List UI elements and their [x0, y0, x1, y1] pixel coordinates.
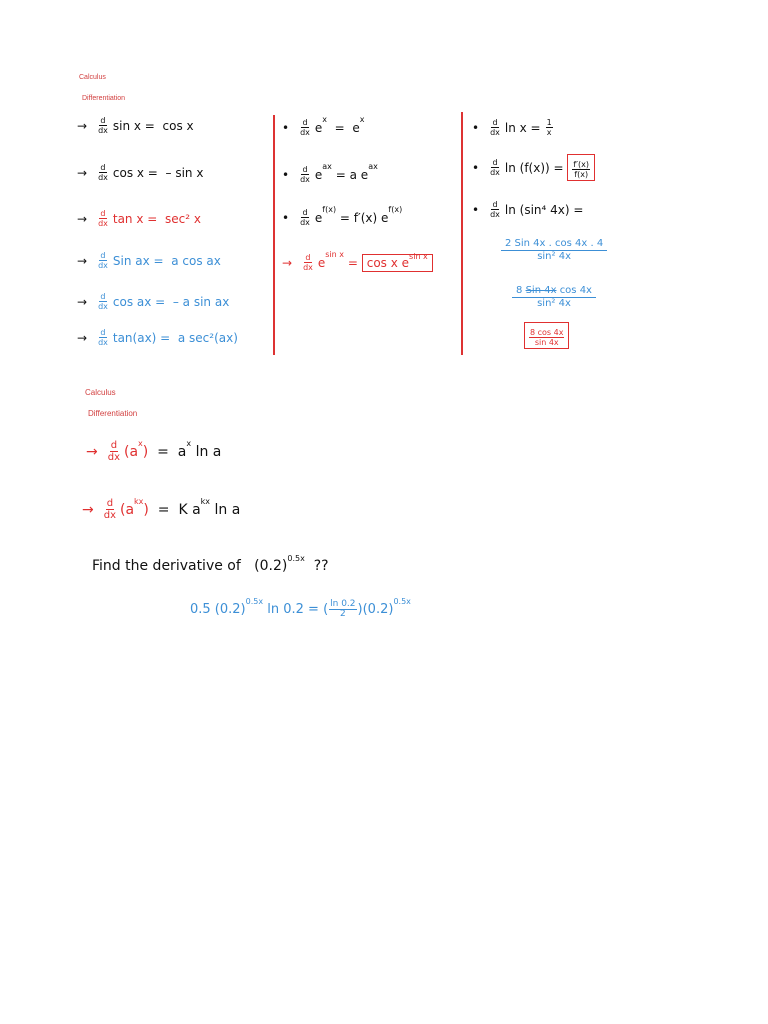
arrow-icon: → — [77, 165, 88, 180]
column-divider-2 — [461, 112, 463, 355]
rule-exp-sinx: → $\frac{d}{dx}$ e sin x = cos x $e^{sin x}$ — [282, 253, 433, 272]
rule-cos: → $\frac{d}{dx}$ cos x = – sin x — [77, 163, 204, 182]
bullet-icon: • — [282, 167, 290, 182]
rule-ln-fx: • $\frac{d}{dx}$ ln (f(x)) = $\frac{f'(x)}{f(x)}$ — [472, 154, 595, 181]
rule-tan: → $\frac{d}{dx}$ tan x = sec² x — [77, 209, 201, 228]
rule-ln-x: • $\frac{d}{dx}$ ln x = $\frac{1}{x}$ — [472, 118, 552, 137]
boxed-result: cos x $e^{sin x}$ — [362, 254, 433, 272]
arrow-icon: → — [77, 294, 88, 309]
rule-exp-ax: • $\frac{d}{dx}$ e ax = a e ax — [282, 162, 378, 184]
column-divider-1 — [273, 115, 275, 355]
bullet-icon: • — [282, 210, 290, 225]
arrow-icon: → — [282, 255, 293, 270]
rule-tan-ax: → $\frac{d}{dx}$ tan(ax) = a sec²(ax) — [77, 328, 238, 347]
rule-cos-ax: → $\frac{d}{dx}$ cos ax = – a sin ax — [77, 292, 230, 311]
rule-exp-x: • $\frac{d}{dx}$ e x = e x — [282, 115, 365, 137]
question: Find the derivative of (0.2) 0.5x ?? — [92, 553, 329, 574]
arrow-icon: → — [77, 330, 88, 345]
bullet-icon: • — [472, 120, 480, 135]
arrow-icon: → — [77, 253, 88, 268]
answer: 0.5 (0.2) 0.5x ln 0.2 = ( $\frac{\ln 0.2}{2}$ ) (0.2) 0.5x — [190, 597, 411, 619]
boxed-result: $\frac{8 \cos 4x}{\sin 4x}$ — [524, 322, 569, 349]
rule-exp-fx: • $\frac{d}{dx}$ e f(x) = f′(x) e f(x) — [282, 205, 403, 227]
arrow-icon: → — [82, 501, 94, 518]
bullet-icon: • — [282, 120, 290, 135]
step-2: $\frac{\text{8 Sin 4x cos 4x}}{\text{sin² 4x}}$ — [507, 285, 601, 310]
step-3-boxed — [524, 322, 569, 349]
rule-akx: → d dx (a kx ) = K a kx ln a — [82, 497, 241, 521]
rule-ln-sin4x: • $\frac{d}{dx}$ ln (sin⁴ 4x) = — [472, 200, 584, 219]
rule-sin-ax: → $\frac{d}{dx}$ Sin ax = a cos ax — [77, 251, 221, 270]
breadcrumb-page: Differentiation — [82, 95, 126, 102]
bullet-icon: • — [472, 160, 480, 175]
breadcrumb-section-2: Calculus — [85, 388, 116, 397]
boxed-result: $\frac{f'(x)}{f(x)}$ — [567, 154, 595, 181]
rule-sin: → $\frac{d}{dx}$ sin x = cos x — [77, 116, 194, 135]
bullet-icon: • — [472, 202, 480, 217]
breadcrumb-section: Calculus — [79, 74, 106, 81]
breadcrumb-page-2: Differentiation — [88, 409, 138, 418]
arrow-icon: → — [77, 211, 88, 226]
arrow-icon: → — [77, 118, 88, 133]
arrow-icon: → — [86, 443, 98, 460]
step-1: $\frac{\text{2 Sin 4x . cos 4x . 4}}{\text{sin² 4x}}$ — [496, 238, 612, 263]
rule-ax: → d dx (a x ) = a x ln a — [86, 439, 222, 463]
